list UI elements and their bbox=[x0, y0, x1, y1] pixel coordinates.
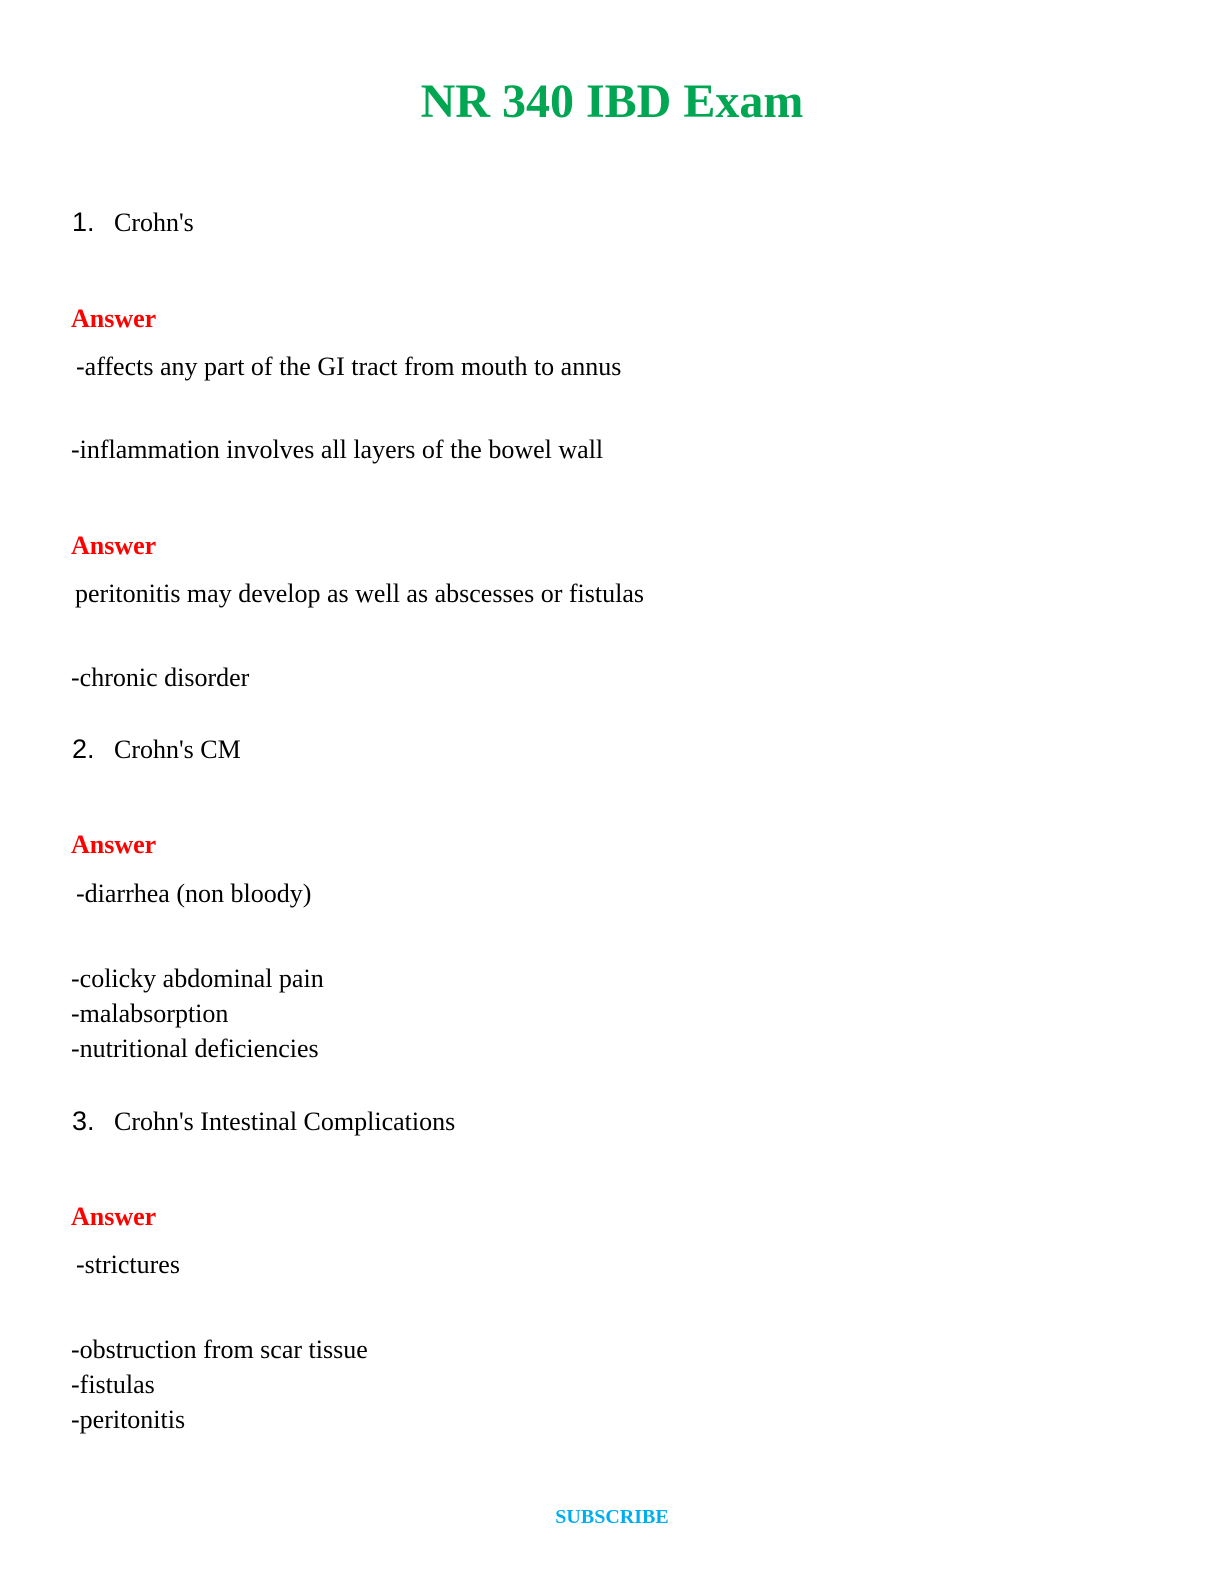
question-number: 3. bbox=[72, 1106, 95, 1136]
question-text: Crohn's bbox=[114, 208, 194, 237]
answer-line: -diarrhea (non bloody) bbox=[76, 879, 312, 908]
answer-label: Answer bbox=[71, 830, 157, 859]
answer-line: -inflammation involves all layers of the bowel wall bbox=[71, 435, 604, 464]
answer-line: -nutritional deficiencies bbox=[71, 1034, 319, 1063]
answer-label: Answer bbox=[71, 531, 157, 560]
page-title: NR 340 IBD Exam bbox=[420, 75, 804, 128]
answer-line: peritonitis may develop as well as abscesses or fistulas bbox=[75, 579, 644, 608]
answer-line: -colicky abdominal pain bbox=[71, 964, 324, 993]
answer-line: -malabsorption bbox=[71, 999, 229, 1028]
answer-line: -chronic disorder bbox=[71, 663, 250, 692]
answer-line: -obstruction from scar tissue bbox=[71, 1335, 368, 1364]
answer-line: -peritonitis bbox=[71, 1405, 186, 1434]
question-text: Crohn's Intestinal Complications bbox=[114, 1107, 456, 1136]
answer-line: -strictures bbox=[76, 1250, 180, 1279]
question-text: Crohn's CM bbox=[114, 735, 241, 764]
answer-label: Answer bbox=[71, 1202, 157, 1231]
answer-label: Answer bbox=[71, 304, 157, 333]
answer-line: -affects any part of the GI tract from mouth to annus bbox=[76, 352, 622, 381]
question-number: 1. bbox=[72, 207, 95, 237]
subscribe-link[interactable]: SUBSCRIBE bbox=[555, 1506, 669, 1528]
question-number: 2. bbox=[72, 734, 95, 764]
answer-line: -fistulas bbox=[71, 1370, 155, 1399]
